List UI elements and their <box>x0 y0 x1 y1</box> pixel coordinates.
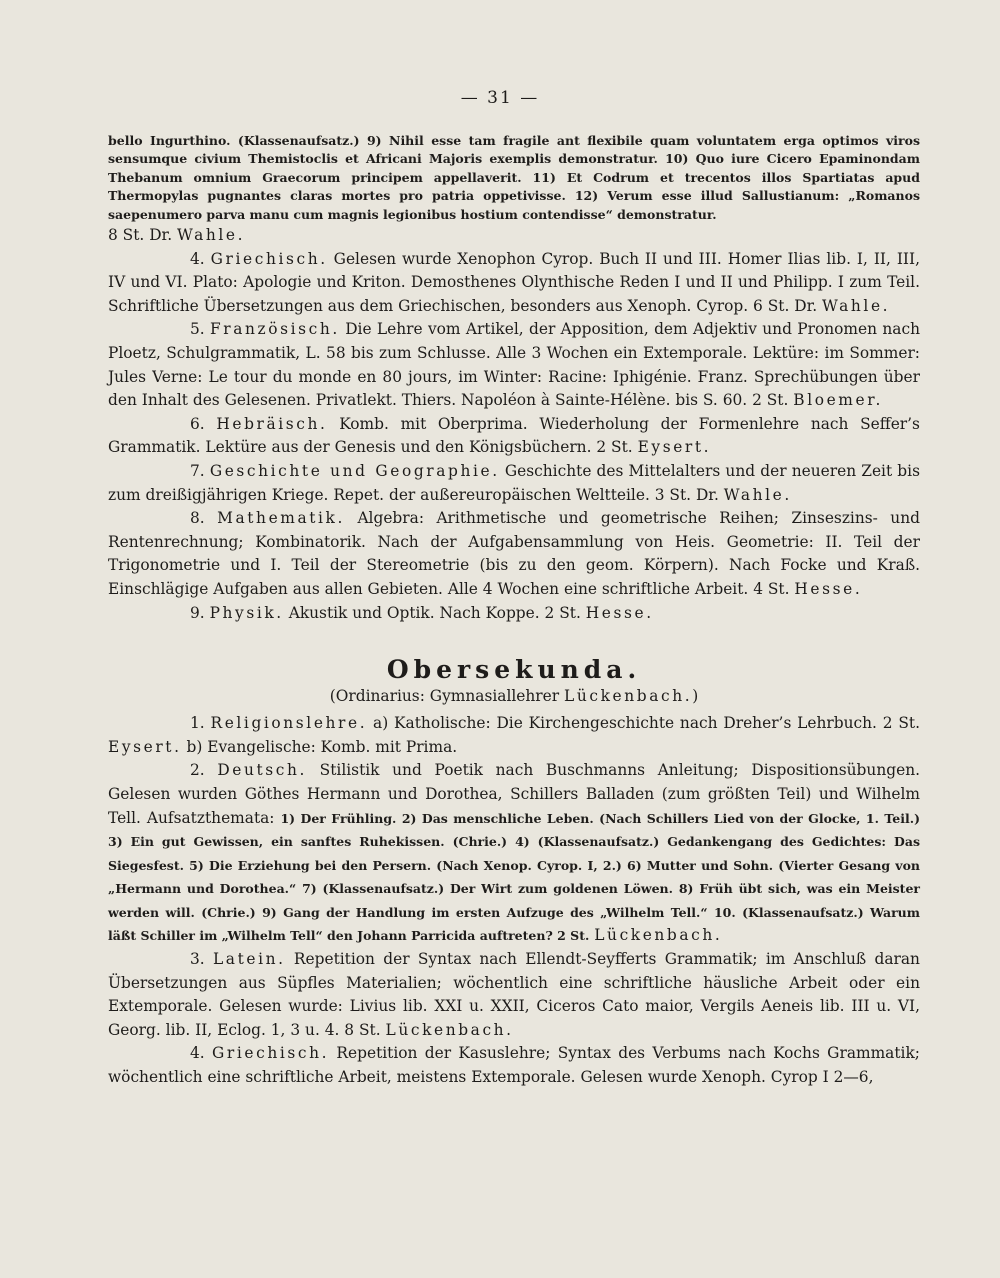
latin-hours-line: 8 St. Dr. Wahle. <box>108 226 246 245</box>
teacher-name: Bloemer. <box>793 391 883 410</box>
subject-hebrew: 6. Hebräisch. Komb. mit Oberprima. Wiederholung der Formenlehre nach Seffer’s Grammatik. Lektüre aus der Genesis und den Königsbüchern. 2 St. Eysert. <box>108 414 920 457</box>
subject-religion: 1. Religionslehre. a) Katholische: Die Kirchengeschichte nach Dreher’s Lehrbuch. 2 St. Eysert. b) Evangelische: Komb. mit Prima. <box>108 714 920 756</box>
subject-greek-obersekunda: 4. Griechisch. Repetition der Kasuslehre; Syntax des Verbums nach Kochs Grammatik; wöchentlich eine schriftliche Arbeit, meistens Extemporale. Gelesen wurde Xenoph. Cyrop I 2—6, <box>108 1044 920 1087</box>
subject-german: 2. Deutsch. Stilistik und Poetik nach Buschmanns Anleitung; Dispositionsübungen. Gelesen wurden Göthes Hermann und Dorothea, Schillers Balladen (zum größten Teil) und Wilhelm Tell. Aufsatzthemata: 1) Der Frühling. 2) Das menschliche Leben. (Nach Schillers Lied von der Glocke, 1. Teil.) 3) Ein gut Gewissen, ein sanftes Ruhekissen. (Chrie.) 4) (Klassenaufsatz.) Gedankengang des Gedichtes: Das Siegesfest. 5) Die Erziehung bei den Persern. (Nach Xenop. Cyrop. I, 2.) 6) Mutter und Sohn. (Vierter Gesang von „Hermann und Dorothea.“ 7) (Klassenaufsatz.) Der Wirt zum goldenen Löwen. 8) Früh übt sich, was ein Meister werden will. (Chrie.) 9) Gang der Handlung im ersten Aufzuge des „Wilhelm Tell.“ 10. (Klassenaufsatz.) Warum läßt Schiller im „Wilhelm Tell“ den Johann Parricida auftreten? 2 St. Lückenbach. <box>108 761 920 945</box>
subject-title: Hebräisch. <box>216 414 328 433</box>
subject-mathematics: 8. Mathematik. Algebra: Arithmetische und geometrische Reihen; Zinseszins- und Rentenrechnung; Kombinatorik. Nach der Aufgabensammlung von Heis. Geometrie: II. Teil der Trigonometrie und I. Teil der Stereometrie (bis zu den geom. Körpern). Nach Focke und Kraß. Einschlägige Aufgaben aus allen Gebieten. Alle 4 Wochen eine schriftliche Arbeit. 4 St. Hesse. <box>108 509 920 598</box>
teacher-name: Eysert. <box>637 438 712 457</box>
subject-history: 7. Geschichte und Geographie. Geschichte des Mittelalters und der neueren Zeit bis zum dreißigjährigen Kriege. Repet. der außereuropäischen Weltteile. 3 St. Dr. Wahle. <box>108 461 920 504</box>
subject-title: Geschichte und Geographie. <box>209 461 500 480</box>
class-heading: Obersekunda. <box>386 655 642 685</box>
subject-title: Religionslehre. <box>210 714 368 733</box>
teacher-name: Wahle. <box>177 226 246 245</box>
subject-french: 5. Französisch. Die Lehre vom Artikel, der Apposition, dem Adjektiv und Pronomen nach Ploetz, Schulgrammatik, L. 58 bis zum Schlusse. Alle 3 Wochen ein Extemporale. Lektüre: im Sommer: Jules Verne: Le tour du monde en 80 jours, im Winter: Racine: Iphigénie. Franz. Sprechübungen über den Inhalt des Gelesenen. Privatlekt. Thiers. Napoléon à Sainte-Hélène. bis S. 60. 2 St. Bloemer. <box>108 320 920 410</box>
teacher-name: Hesse. <box>794 579 863 598</box>
subject-physics: 9. Physik. Akustik und Optik. Nach Koppe. 2 St. Hesse. <box>190 603 654 622</box>
subject-title: Griechisch. <box>212 1044 330 1063</box>
subject-title: Mathematik. <box>217 509 345 528</box>
essay-topics-continued: bello Ingurthino. (Klassenaufsatz.) 9) Nihil esse tam fragile ant flexibile quam voluntatem erga optimos viros sensumque civium Themistoclis et Africani Majoris exemplis demonstratur. 10) Quo iure Cicero Epaminondam Thebanum omnium Graecorum principem appellaverit. 11) Et Codrum et trecentos illos Spartiatas apud Thermopylas pugnantes claras mortes pro patria oppetivisse. 12) Verum esse illud Sallustianum: „Romanos saepenumero parva manu cum magnis legionibus hostium contendisse“ demonstratur. <box>108 133 920 222</box>
subject-title: Griechisch. <box>210 249 328 268</box>
class-subheading: (Ordinarius: Gymnasiallehrer Lückenbach.) <box>329 687 699 706</box>
subject-title: Physik. <box>209 603 284 622</box>
essay-topics: 1) Der Frühling. 2) Das menschliche Leben. (Nach Schillers Lied von der Glocke, 1. Teil.) 3) Ein gut Gewissen, ein sanftes Ruhekissen. (Chrie.) 4) (Klassenaufsatz.) Gedankengang des Gedichtes: Das Siegesfest. 5) Die Erziehung bei den Persern. (Nach Xenop. Cyrop. I, 2.) 6) Mutter und Sohn. (Vierter Gesang von „Hermann und Dorothea.“ 7) (Klassenaufsatz.) Der Wirt zum goldenen Löwen. 8) Früh übt sich, was ein Meister werden will. (Chrie.) 9) Gang der Handlung im ersten Aufzuge des „Wilhelm Tell.“ 10. (Klassenaufsatz.) Warum läßt Schiller im „Wilhelm Tell“ den Johann Parricida auftreten? 2 St. <box>108 810 920 944</box>
teacher-name: Wahle. <box>822 296 891 315</box>
teacher-name: Wahle. <box>723 485 792 504</box>
teacher-name: Lückenbach. <box>385 1020 514 1039</box>
ordinarius-name: Lückenbach. <box>564 687 693 706</box>
teacher-name: Lückenbach. <box>594 926 723 945</box>
page-content <box>108 132 920 1090</box>
subject-title: Latein. <box>212 950 286 969</box>
subject-greek: 4. Griechisch. Gelesen wurde Xenophon Cyrop. Buch II und III. Homer Ilias lib. I, II, III, IV und VI. Plato: Apologie und Kriton. Demosthenes Olynthische Reden I und II und Philipp. I zum Teil. Schriftliche Übersetzungen aus dem Griechischen, besonders aus Xenoph. Cyrop. 6 St. Dr. Wahle. <box>108 249 920 315</box>
page-number: — 31 — <box>460 88 540 108</box>
teacher-name: Eysert. <box>108 737 182 756</box>
subject-title: Französisch. <box>210 320 340 339</box>
subject-latin: 3. Latein. Repetition der Syntax nach Ellendt-Seyfferts Grammatik; im Anschluß daran Übersetzungen aus Süpfles Materialien; wöchentlich eine schriftliche häusliche Arbeit oder ein Extemporale. Gelesen wurde: Livius lib. XXI u. XXII, Ciceros Cato maior, Vergils Aeneis lib. III u. VI, Georg. lib. II, Eclog. 1, 3 u. 4. 8 St. Lückenbach. <box>108 950 920 1039</box>
teacher-name: Hesse. <box>585 603 654 622</box>
subject-title: Deutsch. <box>217 761 308 780</box>
